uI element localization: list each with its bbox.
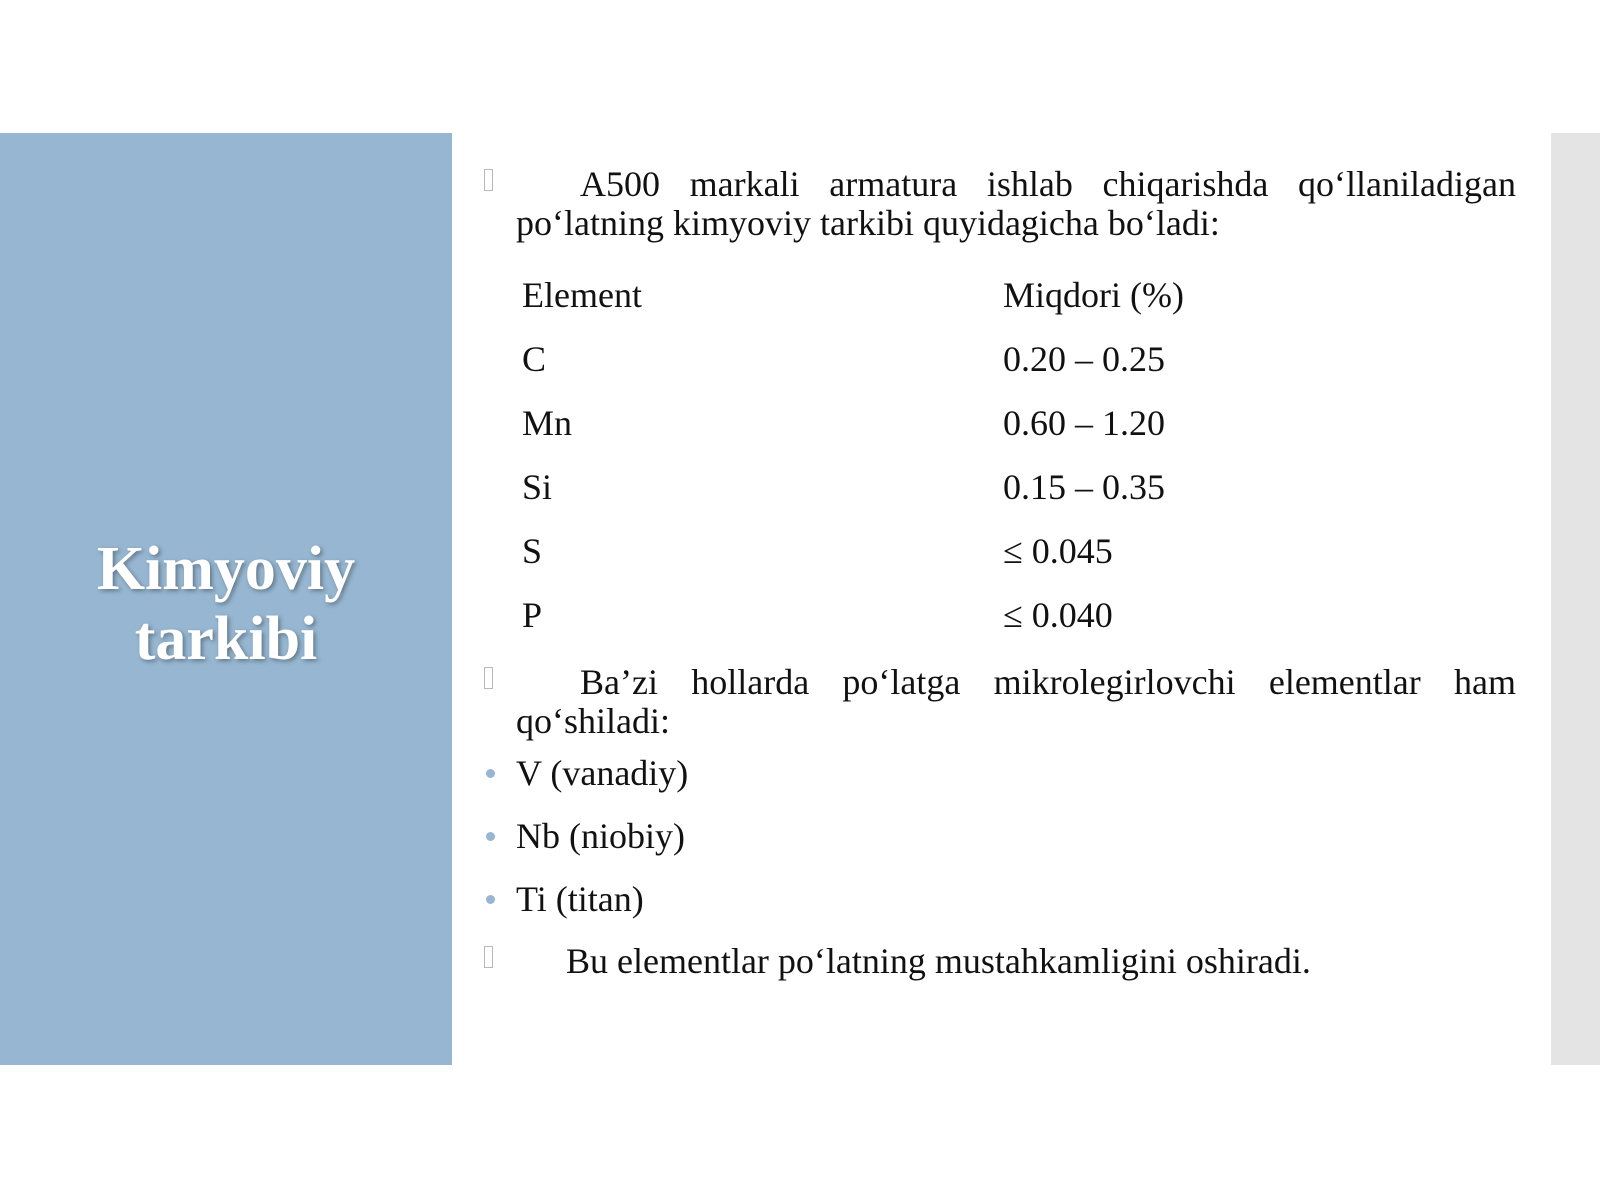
list-item-label: V (vanadiy) — [516, 753, 689, 793]
table-row — [522, 327, 1403, 391]
slide-title: Kimyoviy tarkibi — [96, 535, 356, 673]
micro-paragraph — [482, 663, 1516, 741]
intro-text: A500 markali armatura ishlab chiqarishda qo‘llaniladigan po‘latning kimyoviy tarkibi quyidagicha bo‘ladi: — [516, 164, 1516, 243]
amount-cell: 0.20 – 0.25 — [1003, 339, 1165, 379]
side-strip — [1551, 133, 1600, 1065]
list-item — [482, 753, 1516, 816]
title-panel — [0, 133, 452, 1065]
bullet-dot-icon — [486, 895, 495, 904]
header-amount: Miqdori (%) — [1003, 275, 1184, 315]
list-item — [482, 879, 1516, 942]
element-cell: C — [522, 339, 547, 379]
element-cell: Mn — [522, 403, 573, 443]
element-cell: P — [522, 595, 543, 635]
paragraph-marker-icon — [484, 667, 493, 689]
bullet-dot-icon — [486, 832, 495, 841]
conclusion-paragraph — [482, 942, 1516, 981]
element-cell: Si — [522, 467, 553, 507]
amount-cell: 0.15 – 0.35 — [1003, 467, 1165, 507]
list-item-label: Ti (titan) — [516, 879, 644, 919]
paragraph-marker-icon — [484, 169, 493, 191]
conclusion-text: Bu elementlar po‘latning mustahkamligini oshiradi. — [566, 941, 1311, 981]
slide-body — [482, 165, 1516, 981]
amount-cell: ≤ 0.040 — [1003, 595, 1113, 635]
bullet-dot-icon — [486, 769, 495, 778]
paragraph-marker-icon — [484, 946, 493, 968]
header-element: Element — [522, 275, 642, 315]
table-row — [522, 455, 1403, 519]
table-row — [522, 391, 1403, 455]
amount-cell: ≤ 0.045 — [1003, 531, 1113, 571]
list-item — [482, 816, 1516, 879]
table-row — [522, 519, 1403, 583]
intro-paragraph — [482, 165, 1516, 243]
element-cell: S — [522, 531, 543, 571]
amount-cell: 0.60 – 1.20 — [1003, 403, 1165, 443]
composition-table — [522, 263, 1403, 647]
micro-element-list — [482, 753, 1516, 942]
table-row — [522, 583, 1403, 647]
table-header-row — [522, 263, 1403, 327]
micro-text: Ba’zi hollarda po‘latga mikrolegirlovchi elementlar ham qo‘shiladi: — [516, 662, 1516, 741]
list-item-label: Nb (niobiy) — [516, 816, 685, 856]
